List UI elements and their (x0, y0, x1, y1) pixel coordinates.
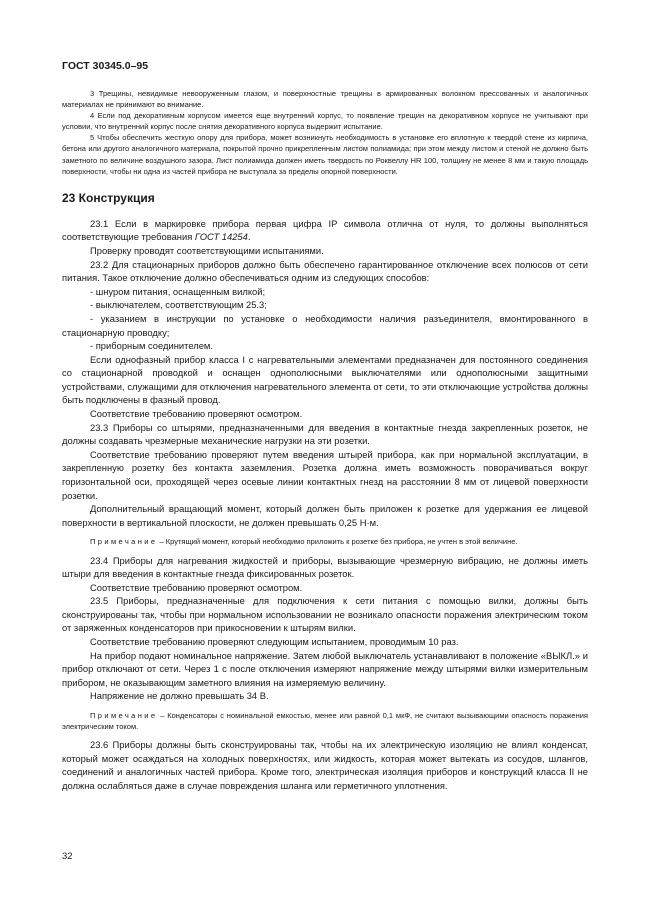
standard-reference: ГОСТ 14254 (194, 231, 248, 243)
paragraph-end: . (247, 231, 251, 243)
paragraph-23-2: 23.2 Для стационарных приборов должно быть обеспечено гарантированное отключение всех полюсов от сети питания. Такое отключение должно обеспечиваться одним из следующих способов: (62, 258, 588, 284)
paragraph-23-5: 23.5 Приборы, предназначенные для подключения к сети питания с помощью вилки, должны быть сконструированы так, чтобы при нормальном использовании не возникало опасности поражения электрическим током от заряженных конденсаторов при прикосновении к штырям вилки. (62, 595, 588, 634)
paragraph: Соответствие требованию проверяют осмотром. (90, 408, 303, 420)
note-label: Примечание (90, 537, 158, 547)
note-text: – Конденсаторы с номинальной емкостью, менее или равной 0,1 мкФ, не считают вызывающими опасность поражения электрическим током. (62, 711, 588, 732)
note-paragraph (62, 710, 588, 732)
note-item: 4 Если под декоративным корпусом имеется еще внутренний корпус, то появление трещин на декоративном корпусе не учитывают при условии, что внутренний корпус после снятия декоративного корпуса выдержит испытание. (62, 111, 588, 132)
paragraph: Соответствие требованию проверяют следующим испытанием, проводимым 10 раз. (90, 636, 459, 648)
paragraph: Соответствие требованию проверяют осмотром. (90, 581, 303, 593)
notes-block (62, 88, 588, 177)
note-text: – Крутящий момент, который необходимо приложить к розетке без прибора, не учтен в этой величине. (157, 537, 518, 547)
paragraph-text: 23.1 Если в маркировке прибора первая цифра IP символа отлична от нуля, то должны выполняться соответствующие требования (62, 217, 588, 243)
note-item: 3 Трещины, невидимые невооруженным глазом, и поверхностные трещины в армированных волокном прессованных и аналогичных материалах не принимают во внимание. (62, 89, 588, 110)
section-heading: 23 Конструкция (62, 190, 155, 205)
paragraph: Напряжение не должно превышать 34 В. (90, 690, 269, 702)
list-item: - выключателем, соответствующим 25.3; (90, 299, 267, 311)
note-label: Примечание (90, 711, 158, 721)
paragraph-23-3: 23.3 Приборы со штырями, предназначенными для введения в контактные гнезда закрепленных розеток, не должны создавать чрезмерные механические нагрузки на эти розетки. (62, 421, 588, 447)
paragraph-23-6: 23.6 Приборы должны быть сконструированы так, чтобы на их электрическую изоляцию не влиял конденсат, который может осаждаться на холодных поверхностях, или жидкость, которая может вытекать из сосудов, шлангов, соединений и аналогичных частей прибора. Кроме того, электрическая изоляция приборов и конструкций класса II не должна ослабляться даже в случае повреждения шланга или герметичного уплотнения. (62, 739, 588, 791)
paragraph: На прибор подают номинальное напряжение. Затем любой выключатель устанавливают в положение «ВЫКЛ.» и прибор отключают от сети. Через 1 с после отключения измеряют напряжение между штырями вилки измерительным прибором, не оказывающим заметного влияния на измеряемую величину. (62, 649, 588, 688)
paragraph-23-1 (62, 217, 588, 244)
section-body (62, 217, 588, 793)
paragraph: Проверку проводят соответствующими испытаниями. (90, 244, 324, 256)
page-content (62, 88, 588, 793)
note-item: 5 Чтобы обеспечить жесткую опору для прибора, может возникнуть необходимость в установке его вплотную к твердой стене из кирпича, бетона или другого аналогичного материала, покрытой прочно прикрепленным листом полиамида; при этом между листом и стеной не должно быть заметного по величине воздушного зазора. Лист полиамида должен иметь твердость по Роквеллу HR 100, толщину не менее 8 мм и такую площадь поверхности, чтобы ни одна из частей прибора не выступала за пределы опорной поверхности. (62, 133, 588, 176)
paragraph: Если однофазный прибор класса I с нагревательными элементами предназначен для постоянного соединения со стационарной проводкой и оснащен однополюсными выключателями или однополюсными защитными устройствами, служащими для отключения нагревательного элемента от сети, то эти отключающие устройства должны быть подключены в фазный провод. (62, 353, 588, 406)
page-number: 32 (62, 851, 73, 862)
standard-code-header: ГОСТ 30345.0–95 (62, 60, 149, 72)
paragraph: Дополнительный вращающий момент, который должен быть приложен к розетке для удержания ее лицевой поверхности в вертикальной плоскости, не должен превышать 0,25 Н·м. (62, 503, 588, 528)
note-paragraph (62, 536, 588, 547)
list-item: - приборным соединителем. (90, 340, 213, 352)
list-item: - шнуром питания, оснащенным вилкой; (90, 285, 266, 297)
paragraph-23-4: 23.4 Приборы для нагревания жидкостей и приборы, вызывающие чрезмерную вибрацию, не должны иметь штыри для введения в контактные гнезда фиксированных розеток. (62, 554, 588, 580)
paragraph: Соответствие требованию проверяют путем введения штырей прибора, как при нормальной эксплуатации, в закрепленную розетку без контакта заземления. Розетка должна иметь возможность поворачиваться вокруг горизонтальной оси, проходящей через осевые линии контактных гнезд на расстоянии 8 мм от лицевой поверхности розетки. (62, 448, 588, 501)
list-item: - указанием в инструкции по установке о необходимости наличия разъединителя, вмонтированного в стационарную проводку; (62, 312, 588, 338)
